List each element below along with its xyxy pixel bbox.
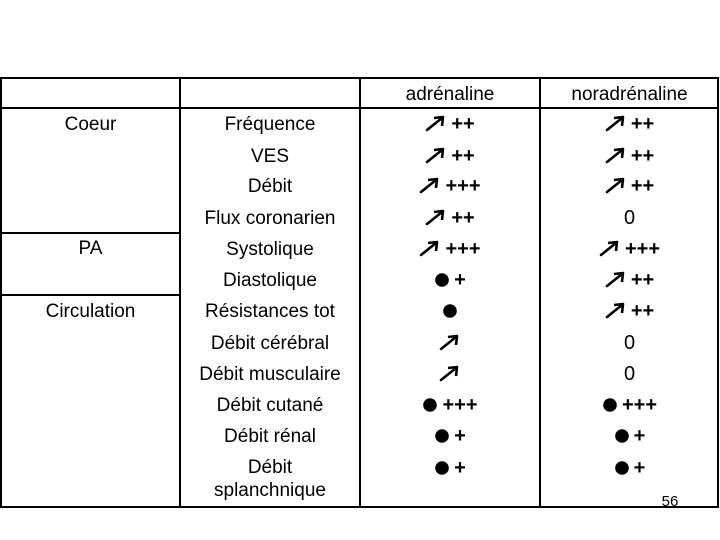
increase-arrow-icon — [439, 365, 461, 383]
param-systolique: Systolique — [226, 238, 314, 260]
effect-adr-resistances-tot — [361, 297, 539, 325]
group-coeur: Coeur — [64, 113, 117, 135]
effect-nor-debit — [541, 172, 718, 200]
effect-value — [605, 175, 654, 198]
decrease-marker-icon — [434, 428, 450, 444]
effect-value — [602, 394, 657, 417]
effect-magnitude: + — [454, 268, 466, 291]
effect-value — [425, 145, 474, 168]
header-noradrenaline: noradrénaline — [571, 83, 688, 105]
group-pa: PA — [78, 237, 103, 259]
effect-magnitude: ++ — [630, 144, 655, 167]
effect-magnitude: + — [454, 456, 466, 479]
effect-value — [614, 425, 646, 448]
param-flux-coronarien: Flux coronarien — [204, 207, 336, 229]
effect-adr-debit — [361, 172, 539, 200]
effect-value — [434, 269, 466, 292]
effect-value — [605, 145, 654, 168]
effect-nor-systolique — [541, 235, 718, 263]
effect-adr-debit-musculaire — [361, 360, 539, 388]
effect-magnitude: ++ — [630, 299, 655, 322]
increase-arrow-icon — [425, 147, 447, 165]
decrease-marker-icon — [442, 303, 458, 319]
decrease-marker-icon — [614, 460, 630, 476]
param-debit-cerebral: Débit cérébral — [210, 332, 330, 354]
effect-adr-ves — [361, 142, 539, 170]
effect-magnitude: + — [633, 456, 646, 479]
effect-value — [599, 238, 660, 261]
effect-value — [605, 300, 654, 323]
effect-magnitude: ++ — [451, 206, 475, 229]
increase-arrow-icon — [605, 147, 627, 165]
effect-magnitude: 0 — [623, 331, 636, 354]
effect-adr-debit-cerebral — [361, 329, 539, 357]
effect-magnitude: 0 — [623, 206, 636, 229]
decrease-marker-icon — [434, 272, 450, 288]
header-adrenaline: adrénaline — [405, 83, 495, 105]
effect-nor-debit-renal — [541, 422, 718, 450]
increase-arrow-icon — [425, 209, 447, 227]
increase-arrow-icon — [425, 115, 447, 133]
effect-magnitude: ++ — [630, 268, 655, 291]
effect-nor-debit-musculaire — [541, 360, 718, 388]
effect-magnitude: ++ — [451, 112, 475, 135]
effect-value — [614, 457, 646, 480]
effect-magnitude: + — [633, 424, 646, 447]
effect-adr-systolique — [361, 235, 539, 263]
page-number: 56 — [661, 493, 679, 510]
effect-magnitude: ++ — [630, 174, 655, 197]
effect-adr-debit-cutane — [361, 391, 539, 419]
effect-nor-resistances-tot — [541, 297, 718, 325]
effect-magnitude: 0 — [623, 362, 636, 385]
group-circulation: Circulation — [45, 300, 136, 322]
effect-value — [425, 207, 474, 230]
param-debit-splanchnique: Débit splanchnique — [214, 457, 326, 501]
effect-value — [624, 363, 635, 386]
increase-arrow-icon — [605, 302, 627, 320]
effect-value — [624, 332, 635, 355]
effect-adr-diastolique — [361, 266, 539, 294]
effect-magnitude: + — [454, 424, 466, 447]
effect-adr-debit-renal — [361, 422, 539, 450]
effect-value — [439, 365, 461, 383]
effect-magnitude: ++ — [451, 144, 475, 167]
param-debit: Débit — [247, 175, 293, 197]
effect-value — [605, 113, 654, 136]
effect-value — [442, 303, 458, 319]
effect-magnitude: +++ — [624, 237, 661, 260]
effect-nor-debit-splanchnique — [541, 454, 718, 482]
param-diastolique: Diastolique — [223, 269, 317, 291]
effect-value — [439, 334, 461, 352]
effect-nor-frequence — [541, 110, 718, 138]
increase-arrow-icon — [605, 177, 627, 195]
effect-nor-ves — [541, 142, 718, 170]
increase-arrow-icon — [605, 115, 627, 133]
effect-nor-debit-cerebral — [541, 329, 718, 357]
param-ves: VES — [250, 145, 290, 167]
effect-value — [419, 175, 480, 198]
param-debit-renal: Débit rénal — [224, 425, 316, 447]
effect-magnitude: +++ — [442, 393, 478, 416]
decrease-marker-icon — [614, 428, 630, 444]
effect-nor-diastolique — [541, 266, 718, 294]
effect-adr-flux-coronarien — [361, 204, 539, 232]
increase-arrow-icon — [599, 240, 621, 258]
effect-value — [624, 207, 635, 230]
effect-nor-debit-cutane — [541, 391, 718, 419]
increase-arrow-icon — [439, 334, 461, 352]
effect-adr-debit-splanchnique — [361, 454, 539, 482]
effect-magnitude: +++ — [445, 174, 481, 197]
param-resistances-tot: Résistances tot — [205, 300, 335, 322]
param-debit-musculaire: Débit musculaire — [199, 363, 341, 385]
effect-value — [419, 238, 480, 261]
decrease-marker-icon — [602, 397, 618, 413]
effect-magnitude: ++ — [630, 112, 655, 135]
effect-adr-frequence — [361, 110, 539, 138]
increase-arrow-icon — [605, 271, 627, 289]
increase-arrow-icon — [419, 240, 441, 258]
effect-nor-flux-coronarien — [541, 204, 718, 232]
effect-value — [434, 425, 466, 448]
decrease-marker-icon — [434, 460, 450, 476]
effect-value — [605, 269, 654, 292]
effect-value — [422, 394, 477, 417]
effect-magnitude: +++ — [621, 393, 658, 416]
decrease-marker-icon — [422, 397, 438, 413]
increase-arrow-icon — [419, 177, 441, 195]
param-frequence: Fréquence — [224, 113, 316, 135]
param-debit-cutane: Débit cutané — [216, 394, 324, 416]
effect-value — [425, 113, 474, 136]
effect-magnitude: +++ — [445, 237, 481, 260]
effect-value — [434, 457, 466, 480]
